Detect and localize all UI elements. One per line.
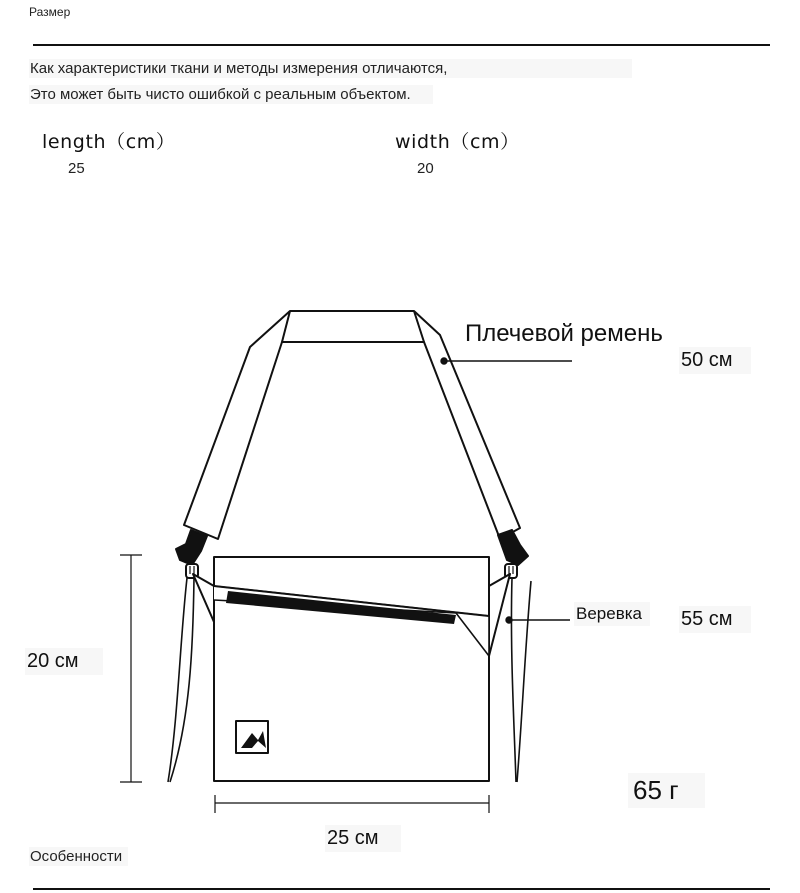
height-dimension-line: [120, 555, 142, 782]
bag-weight: 65 г: [628, 773, 705, 808]
brand-logo-icon: [236, 721, 268, 753]
left-strap-buckle: [176, 530, 207, 578]
bag-height: 20 см: [25, 648, 103, 675]
length-value: 25: [68, 160, 85, 177]
width-value: 20: [417, 160, 434, 177]
right-strap-buckle: [498, 530, 528, 578]
rope-label: Веревка: [574, 602, 650, 626]
width-dimension-line: [215, 795, 489, 813]
rope-leader-line: [506, 617, 570, 623]
length-header: length（cm）: [42, 131, 176, 153]
rope-length: 55 см: [679, 606, 751, 633]
notice-line-2: Это может быть чисто ошибкой с реальным объектом.: [29, 85, 433, 104]
shoulder-strap-length: 50 см: [679, 347, 751, 374]
strap-leader-line: [441, 358, 572, 364]
notice-line-1: Как характеристики ткани и методы измерения отличаются,: [29, 59, 632, 78]
features-section-label: Особенности: [29, 847, 128, 866]
size-section-label: Размер: [29, 5, 71, 19]
bag-width: 25 см: [325, 825, 401, 852]
shoulder-strap-label: Плечевой ремень: [465, 320, 663, 347]
width-header: width（cm）: [395, 131, 520, 153]
bottom-divider: [33, 888, 770, 890]
